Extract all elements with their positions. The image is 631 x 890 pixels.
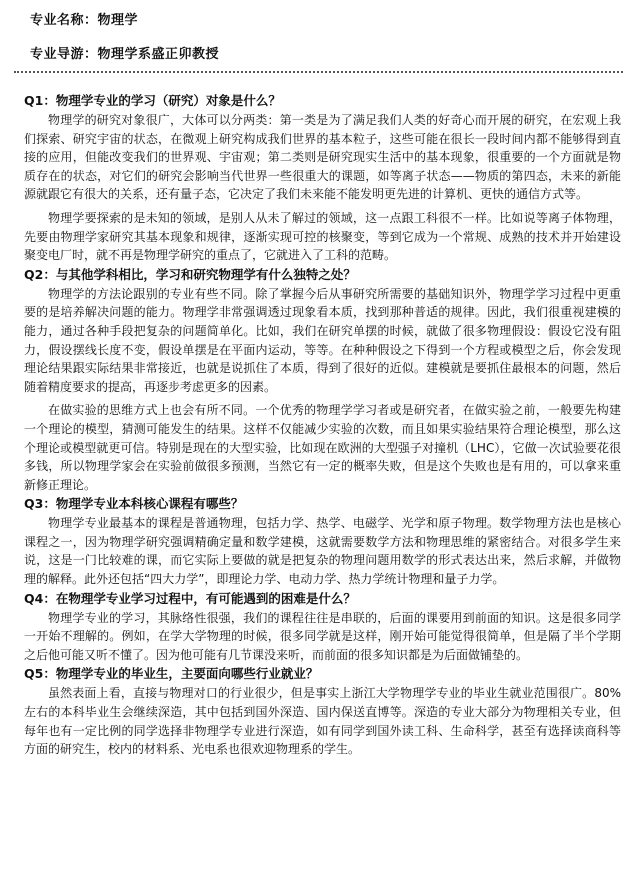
dotted-divider <box>14 71 623 73</box>
answer-4-paragraph-1: 物理学专业的学习，其脉络性很强，我们的课程往往是串联的，后面的课要用到前面的知识。这是很多同学一开始不理解的。例如，在学大学物理的时候，很多同学就是这样，刚开始可能觉得很简单，但是隔了半个学期之后他可能又听不懂了。因为他可能有几节课没来听，而前面的很多知识都是为后面做铺垫的。 <box>24 610 621 662</box>
major-advisor: 专业导游：物理学系盛正卯教授 <box>30 47 220 62</box>
question-5: Q5：物理学专业的毕业生，主要面向哪些行业就业？ <box>24 666 319 682</box>
qa-content <box>24 91 621 759</box>
major-name: 专业名称：物理学 <box>30 13 139 28</box>
answer-2-paragraph-1: 物理学的方法论跟别的专业有些不同。除了掌握今后从事研究所需要的基础知识外，物理学学习过程中更重要的是培养解决问题的能力。物理学非常强调透过现象看本质，找到那种普适的规律。因此，我们很重视建模的能力，通过各种手段把复杂的问题简单化。比如，我们在研究单摆的时候，就做了很多物理假设：假设它没有阻力，假设摆线长度不变，假设单摆是在平面内运动，等等。在种种假设之下得到一个方程或模型之后，你会发现理论结果跟实际结果非常接近，也就是说抓住了本质，得到了很好的近似。建模就是要抓住最根本的问题，然后随着精度要求的提高，再逐步考虑更多的因素。 <box>24 286 621 394</box>
question-4: Q4：在物理学专业学习过程中，有可能遇到的困难是什么？ <box>24 590 356 606</box>
question-1: Q1：物理学专业的学习（研究）对象是什么？ <box>24 93 281 108</box>
answer-5-paragraph-1: 虽然表面上看，直接与物理对口的行业很少，但是事实上浙江大学物理学专业的毕业生就业范围很广。80%左右的本科毕业生会继续深造，其中包括到国外深造、国内保送直博等。深造的专业大部分为物理相关专业，但每年也有一定比例的同学选择非物理学专业进行深造，如有同学到国外读工科、生命科学，甚至有选择读商科等方面的研究生，校内的材料系、光电系也很欢迎物理系的学生。 <box>24 686 621 757</box>
question-3: Q3：物理学专业本科核心课程有哪些？ <box>24 496 244 512</box>
answer-1-paragraph-2: 物理学要探索的是未知的领域，是别人从未了解过的领域，这一点跟工科很不一样。比如说等离子体物理，先要由物理学家研究其基本现象和规律，逐渐实现可控的核聚变，等到它成为一个常规、成熟的技术并开始建设聚变电厂时，就不再是物理学研究的重点了，它就进入了工科的范畴。 <box>24 210 621 263</box>
question-2: Q2：与其他学科相比，学习和研究物理学有什么独特之处？ <box>24 266 356 282</box>
answer-1-paragraph-1: 物理学的研究对象很广，大体可以分两类：第一类是为了满足我们人类的好奇心而开展的研究，在宏观上我们探索、研究宇宙的状态，在微观上研究构成我们世界的基本粒子，这些可能在很长一段时间内都不能够得到直接的应用，但能改变我们的世界观、宇宙观；第二类则是研究现实生活中的基本现象，很重要的一个方面就是物质存在的状态，对它们的研究会影响当代世界一些很重大的课题，如等离子状态——物质的第四态，未来的新能源就跟它有很大的关系，还有量子态，它决定了我们未来能不能发明更先进的计算机、更快的通信方式等。 <box>24 113 621 202</box>
answer-2-paragraph-2: 在做实验的思维方式上也会有所不同。一个优秀的物理学学习者或是研究者，在做实验之前，一般要先构建一个理论的模型，猜测可能发生的结果。这样不仅能减少实验的次数，而且如果实验结果符合理论模型，那么这个理论或模型就更可信。特别是现在的大型实验，比如现在欧洲的大型强子对撞机（LHC），它做一次试验要花很多钱，所以物理学家会在实验前做很多预测，当然它有一定的概率失败，但是这个失败也是有用的，可以拿来重新修正理论。 <box>24 403 621 492</box>
answer-3-paragraph-1: 物理学专业最基本的课程是普通物理，包括力学、热学、电磁学、光学和原子物理。数学物理方法也是核心课程之一，因为物理学研究强调精确定量和数学建模，这就需要数学方法和物理思维的紧密结合。对很多学生来说，这是一门比较难的课，而它实际上要做的就是把复杂的物理问题用数学的形式表达出来，然后求解，并做物理的解释。此外还包括“四大力学”，即理论力学、电动力学、热力学统计物理和量子力学。 <box>24 516 621 587</box>
